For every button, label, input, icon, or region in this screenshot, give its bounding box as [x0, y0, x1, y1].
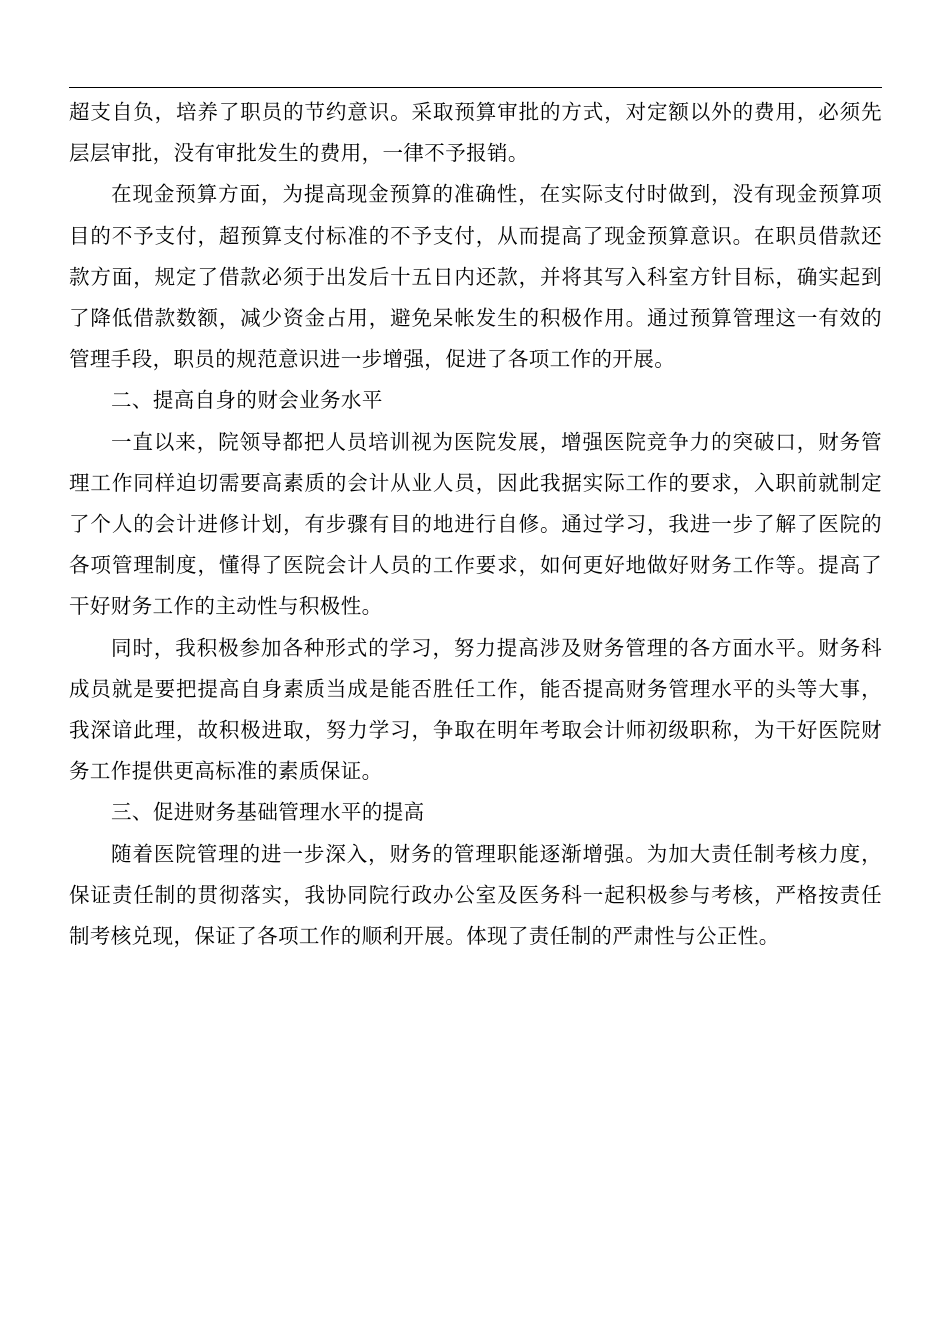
- paragraph-responsibility: 随着医院管理的进一步深入，财务的管理职能逐渐增强。为加大责任制考核力度，保证责任制的贯彻落实，我协同院行政办公室及医务科一起积极参与考核，严格按责任制考核兑现，保证了各项工作的顺利开展。体现了责任制的严肃性与公正性。: [69, 841, 882, 949]
- section-heading-2: 二、提高自身的财会业务水平: [111, 388, 383, 413]
- paragraph-budget-approval: 超支自负，培养了职员的节约意识。采取预算审批的方式，对定额以外的费用，必须先层层审批，没有审批发生的费用，一律不予报销。: [69, 100, 882, 166]
- section-heading-3: 三、促进财务基础管理水平的提高: [111, 800, 425, 825]
- document-body: [69, 92, 882, 957]
- paragraph-training: 一直以来，院领导都把人员培训视为医院发展，增强医院竞争力的突破口，财务管理工作同样迫切需要高素质的会计从业人员，因此我据实际工作的要求，入职前就制定了个人的会计进修计划，有步骤有目的地进行自修。通过学习，我进一步了解了医院的各项管理制度，懂得了医院会计人员的工作要求，如何更好地做好财务工作等。提高了干好财务工作的主动性与积极性。: [69, 429, 882, 619]
- paragraph-study: 同时，我积极参加各种形式的学习，努力提高涉及财务管理的各方面水平。财务科成员就是要把提高自身素质当成是能否胜任工作，能否提高财务管理水平的头等大事，我深谙此理，故积极进取，努力学习，争取在明年考取会计师初级职称，为干好医院财务工作提供更高标准的素质保证。: [69, 635, 882, 784]
- paragraph-cash-budget: 在现金预算方面，为提高现金预算的准确性，在实际支付时做到，没有现金预算项目的不予支付，超预算支付标准的不予支付，从而提高了现金预算意识。在职员借款还款方面，规定了借款必须于出发后十五日内还款，并将其写入科室方针目标，确实起到了降低借款数额，减少资金占用，避免呆帐发生的积极作用。通过预算管理这一有效的管理手段，职员的规范意识进一步增强，促进了各项工作的开展。: [69, 182, 882, 372]
- header-rule: [69, 87, 882, 88]
